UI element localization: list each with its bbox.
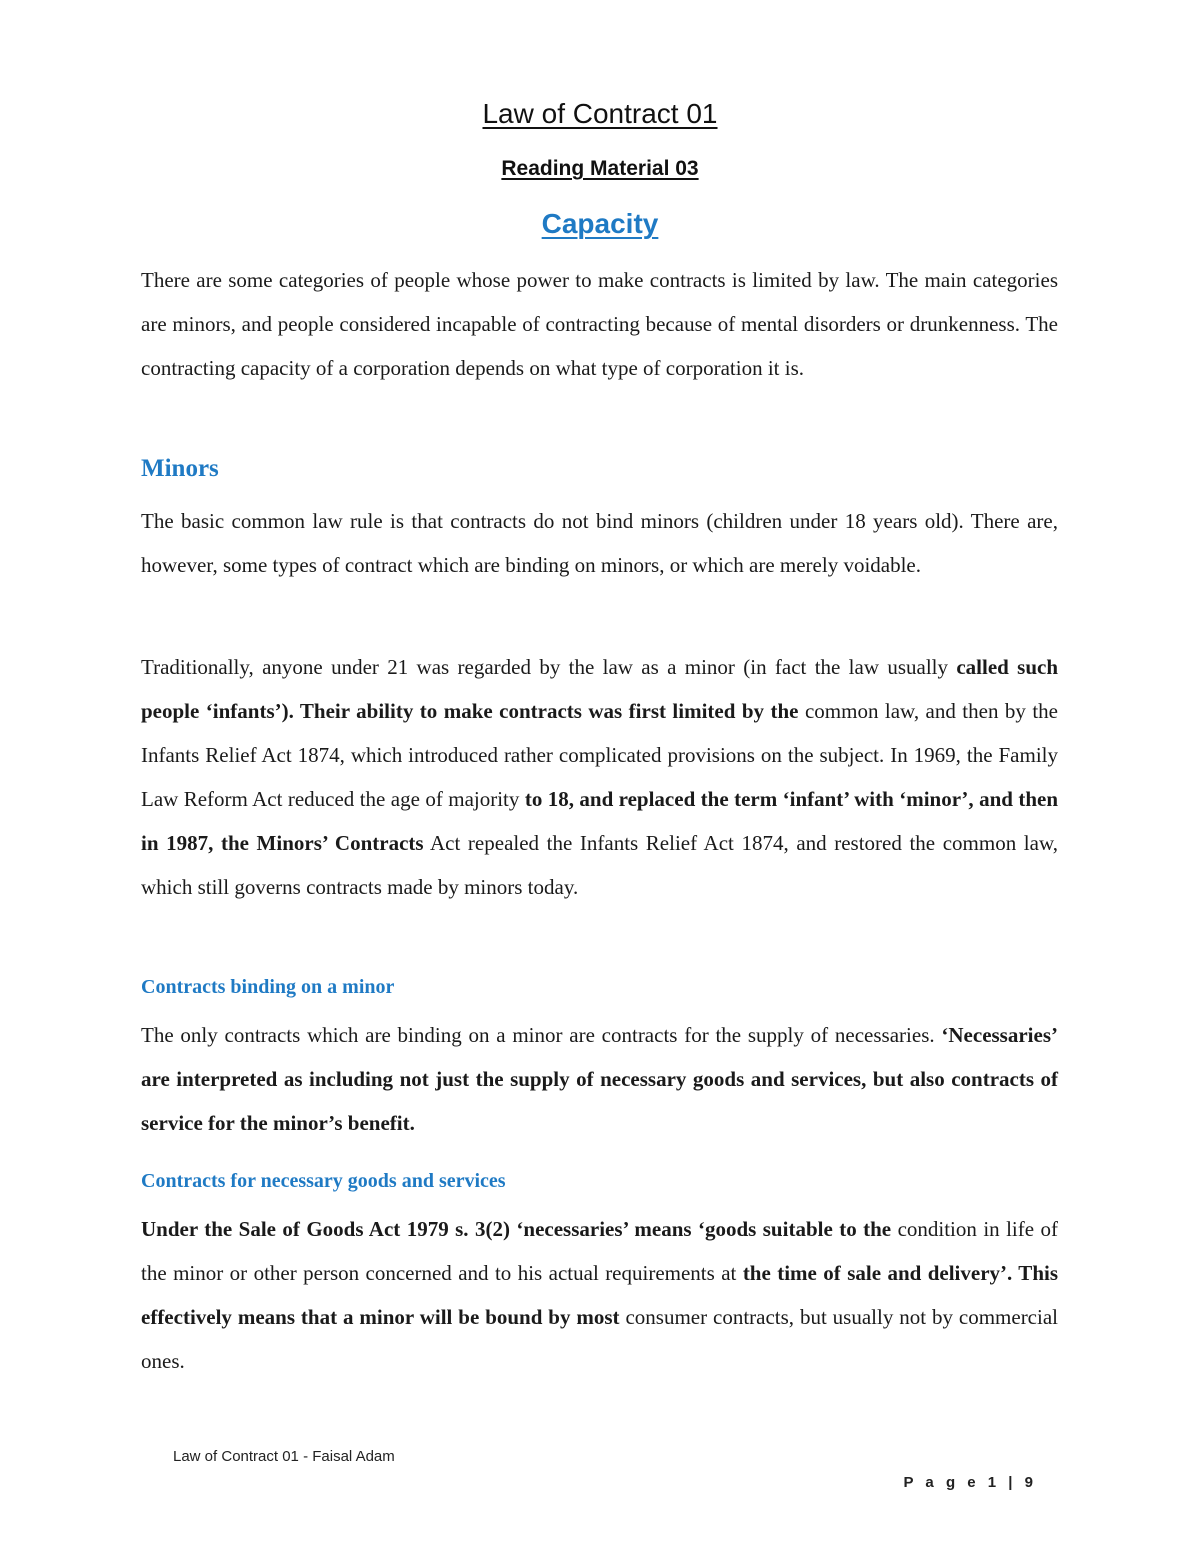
necessary-paragraph-bold-line-1: Under the Sale of Goods Act 1979 s. 3(2) ‘necessaries’ means ‘goods suitable to the — [141, 1217, 892, 1241]
minors-paragraph-2-segment-3: common law, and then by the Infants Relief Act 1874, which introduced rather complicated provisions on the subject. In 1969, the Family Law Reform Act reduced the age of majority — [141, 699, 1059, 811]
heading-necessary-goods: Contracts for necessary goods and services — [141, 1170, 506, 1192]
heading-contracts-binding: Contracts binding on a minor — [141, 976, 395, 998]
footer-author: Law of Contract 01 - Faisal Adam — [173, 1448, 395, 1465]
binding-paragraph-bold-segment: ‘Necessaries’ are interpreted as including not just the supply of necessary goods and services, but also contracts of service for the minor’s benefit. — [141, 1023, 1058, 1135]
heading-minors: Minors — [141, 455, 219, 482]
intro-paragraph: There are some categories of people whose power to make contracts is limited by law. The main categories are minors, and people considered incapable of contracting because of mental disorders or drunkenness. The contracting capacity of a corporation depends on what type of corporation it is. — [141, 268, 1058, 380]
minors-paragraph-2-line-1: Traditionally, anyone under 21 was regarded by the law as a minor (in fact the law usually — [141, 655, 948, 679]
binding-paragraph-line-1: The only contracts which are binding on a minor are contracts for the supply of necessaries. — [141, 1023, 935, 1047]
minors-paragraph-2-segment-5: Act repealed the Infants Relief Act 1874, and restored the common law, which still governs contracts made by minors today. — [141, 831, 1059, 899]
necessary-paragraph-bold-line-3: the time of sale and delivery’. This effectively means that a minor will be bound by most — [141, 1261, 1058, 1329]
minors-paragraph-2 — [141, 645, 1058, 909]
necessary-paragraph-line-2: condition in life of the minor or other person concerned and to his actual requirements at — [141, 1217, 1058, 1285]
document-subtitle: Reading Material 03 — [501, 157, 699, 180]
necessary-paragraph-line-4: consumer contracts, but usually not by commercial ones. — [141, 1305, 1058, 1373]
document-title: Law of Contract 01 — [482, 98, 718, 129]
section-title-capacity: Capacity — [541, 208, 659, 239]
necessary-paragraph — [141, 1207, 1058, 1383]
minors-paragraph-1: The basic common law rule is that contracts do not bind minors (children under 18 years old). There are, however, some types of contract which are binding on minors, or which are merely voidable. — [141, 509, 1058, 577]
minors-paragraph-2-bold-segment: to 18, and replaced the term ‘infant’ with ‘minor’, and then in 1987, the Minors’ Contracts — [141, 787, 1059, 855]
binding-paragraph — [141, 1013, 1058, 1145]
minors-paragraph-2-bold-line: called such people ‘infants’). Their ability to make contracts was first limited by the — [141, 655, 1059, 723]
footer-page-number: P a g e 1 | 9 — [903, 1474, 1037, 1491]
